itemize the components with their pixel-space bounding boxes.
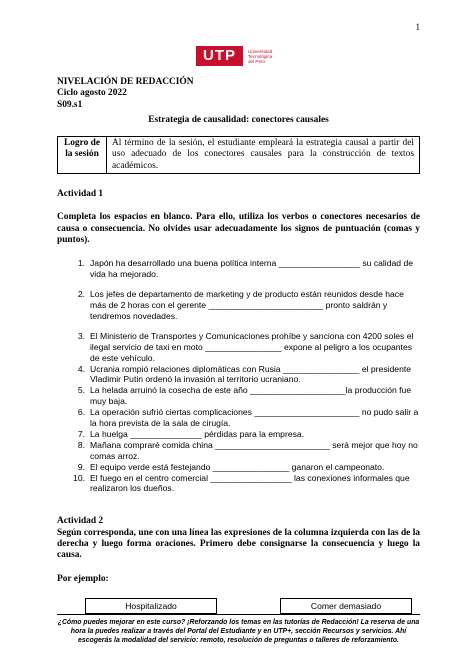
page-number: 1 [415, 22, 420, 32]
item-text: La operación sufrió ciertas complicaciones ______________________ no pudo salir a la hora prevista de la sala de cirugía. [90, 407, 419, 429]
list-item [57, 407, 420, 429]
item-text: El equipo verde está festejando ________________ ganaron el campeonato. [90, 461, 385, 472]
list-item [57, 462, 420, 473]
list-item [57, 429, 420, 440]
activity-1-title: Actividad 1 [57, 189, 104, 200]
item-number: 7. [77, 428, 85, 439]
item-text: La helada arruinó la cosecha de este año ____________________la producción fue muy baja. [90, 385, 412, 407]
activity-2-title: Actividad 2 [57, 516, 104, 527]
list-item [57, 258, 420, 280]
list-item [57, 289, 420, 322]
item-text: Japón ha desarrollado una buena política interna _________________ su calidad de vida ha mejorado. [90, 258, 414, 280]
goal-text: Al término de la sesión, el estudiante empleará la estrategia causal a partir del uso adecuado de los conectores causales para la construcción de textos académicos. [112, 138, 414, 171]
course-title: NIVELACIÓN DE REDACCIÓN [57, 77, 194, 87]
logo-subtitle-line: del Perú [248, 58, 266, 64]
list-item [57, 364, 420, 386]
item-number: 8. [77, 439, 85, 450]
activity-1-instructions: Completa los espacios en blanco. Para ello, utiliza los verbos o conectores necesarios de causa o consecuencia. No olvides usar adecuadamente los signos de puntuación (comas y puntos). [57, 212, 420, 245]
cycle-label: Ciclo agosto 2022 [57, 88, 127, 99]
logo-subtitle [248, 49, 298, 64]
item-text: La huelga _______________ pérdidas para la empresa. [90, 428, 305, 439]
list-item [57, 440, 420, 462]
item-number: 10. [73, 472, 85, 483]
list-item [57, 385, 420, 407]
item-number: 1. [77, 258, 85, 269]
session-label: S09.s1 [57, 99, 83, 110]
example-right-box: Comer demasiado [280, 598, 412, 614]
session-subtitle: Estrategia de causalidad: conectores causales [148, 114, 329, 125]
item-text: Los jefes de departamento de marketing y de producto están reunidos desde hace más de 2 horas con el gerente ________________________ pronto saldrán y tendremos novedades. [90, 289, 404, 321]
item-number: 4. [77, 363, 85, 374]
logo-subtitle-line: Universidad [248, 48, 273, 54]
item-number: 5. [77, 385, 85, 396]
example-title: Por ejemplo: [57, 573, 109, 584]
exercise-list [57, 258, 420, 494]
item-text: Mañana compraré comida china ________________________ será mejor que hoy no comas arroz. [90, 439, 418, 461]
session-goal-table [57, 136, 420, 174]
item-number: 6. [77, 407, 85, 418]
item-number: 2. [77, 289, 85, 300]
document-body [57, 77, 420, 614]
list-item [57, 473, 420, 495]
example-left-box: Hospitalizado [85, 598, 217, 614]
item-text: Ucrania rompió relaciones diplomáticas con Rusia ________________ el presidente Vladimir Putin ordenó la invasión al territorio ucraniano. [90, 363, 412, 385]
item-text: El Ministerio de Transportes y Comunicaciones prohíbe y sanciona con 4200 soles el ilegal servicio de taxi en moto ________________ expone al peligro a los ocupantes de este vehículo. [90, 330, 414, 363]
logo-subtitle-line: Tecnológica [248, 53, 273, 59]
item-text: El fuego en el centro comercial _________________ las conexiones informales que realizaron los dueños. [90, 472, 410, 494]
footer-divider [57, 614, 420, 615]
footer-note: ¿Cómo puedes mejorar en este curso? ¡Reforzando los temas en las tutorías de Redacción! La reserva de una hora la puedes realizar a través del Portal del Estudiante y en UTP+, sección Recursos y servicios. Ahí escogerás la modalidad del servicio: remoto, resolución de preguntas o talleres de reforzamiento. [57, 619, 420, 645]
utp-logo [196, 46, 298, 66]
document-header [57, 77, 420, 126]
logo-mark: UTP [196, 46, 243, 66]
item-number: 9. [77, 461, 85, 472]
example-boxes [57, 598, 420, 614]
activity-2-instructions: Según corresponda, une con una línea las expresiones de la columna izquierda con las de la derecha y luego forma oraciones. Primero debe consignarse la consecuencia y luego la causa. [57, 527, 420, 561]
item-number: 3. [77, 330, 85, 341]
goal-label: Logro de la sesión [58, 137, 107, 173]
list-item [57, 331, 420, 364]
